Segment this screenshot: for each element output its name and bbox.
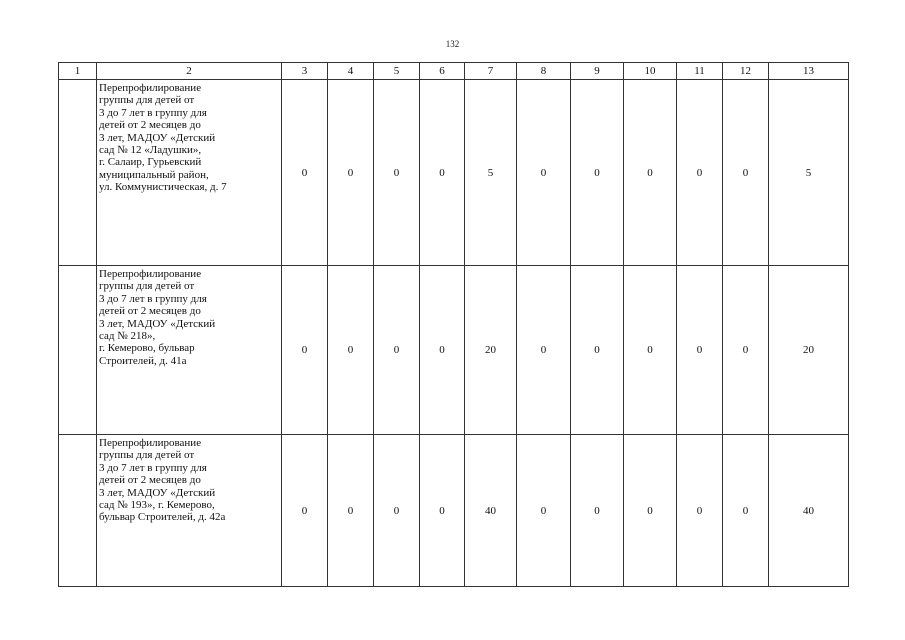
value-cell-col8: 0 <box>517 266 571 435</box>
description-line: 3 лет, МАДОУ «Детский <box>99 131 216 144</box>
value-cell-col5: 0 <box>374 80 420 266</box>
value-cell-col6: 0 <box>420 266 465 435</box>
column-header-9: 9 <box>571 63 624 80</box>
value-cell-col5: 0 <box>374 435 420 587</box>
table-row <box>59 266 849 435</box>
column-header-12: 12 <box>723 63 769 80</box>
description-line: Перепрофилирование <box>99 82 202 94</box>
value-cell-col7: 40 <box>465 435 517 587</box>
value-cell-col4: 0 <box>328 266 374 435</box>
value-cell-col12: 0 <box>723 80 769 266</box>
value-cell-col11: 0 <box>677 435 723 587</box>
value-cell-col12: 0 <box>723 435 769 587</box>
value-cell-col4: 0 <box>328 80 374 266</box>
value-cell-col9: 0 <box>571 80 624 266</box>
column-header-10: 10 <box>624 63 677 80</box>
description-line: бульвар Строителей, д. 42а <box>99 511 226 524</box>
column-header-7: 7 <box>465 63 517 80</box>
value-cell-col8: 0 <box>517 435 571 587</box>
description-line: сад № 218», <box>99 330 156 343</box>
value-cell-col13: 5 <box>769 80 849 266</box>
description-line: детей от 2 месяцев до <box>99 305 201 318</box>
value-cell-col4: 0 <box>328 435 374 587</box>
value-cell-col3: 0 <box>282 435 328 587</box>
value-cell-col10: 0 <box>624 266 677 435</box>
description-line: муниципальный район, <box>99 168 209 181</box>
header-row <box>59 63 849 80</box>
column-header-8: 8 <box>517 63 571 80</box>
description-line: Перепрофилирование <box>99 437 202 449</box>
row-index-cell <box>59 80 97 266</box>
value-cell-col10: 0 <box>624 435 677 587</box>
column-header-13: 13 <box>769 63 849 80</box>
description-cell <box>97 266 282 435</box>
row-index-cell <box>59 266 97 435</box>
value-cell-col3: 0 <box>282 80 328 266</box>
description-line: сад № 193», г. Кемерово, <box>99 499 215 512</box>
value-cell-col8: 0 <box>517 80 571 266</box>
value-cell-col6: 0 <box>420 435 465 587</box>
value-cell-col11: 0 <box>677 80 723 266</box>
description-line: детей от 2 месяцев до <box>99 474 201 487</box>
description-line: группы для детей от <box>99 280 195 293</box>
description-cell <box>97 80 282 266</box>
data-table <box>58 62 849 587</box>
description-line: детей от 2 месяцев до <box>99 119 201 132</box>
value-cell-col12: 0 <box>723 266 769 435</box>
column-header-11: 11 <box>677 63 723 80</box>
value-cell-col13: 20 <box>769 266 849 435</box>
value-cell-col13: 40 <box>769 435 849 587</box>
value-cell-col7: 5 <box>465 80 517 266</box>
description-line: ул. Коммунистическая, д. 7 <box>99 181 227 194</box>
description-line: 3 лет, МАДОУ «Детский <box>99 317 216 330</box>
page-number: 132 <box>445 39 460 49</box>
column-header-3: 3 <box>282 63 328 80</box>
table-row <box>59 80 849 266</box>
description-line: 3 до 7 лет в группу для <box>99 292 207 305</box>
value-cell-col3: 0 <box>282 266 328 435</box>
value-cell-col9: 0 <box>571 435 624 587</box>
column-header-4: 4 <box>328 63 374 80</box>
description-cell <box>97 435 282 587</box>
column-header-2: 2 <box>97 63 282 80</box>
description-line: группы для детей от <box>99 449 195 462</box>
column-header-5: 5 <box>374 63 420 80</box>
description-line: сад № 12 «Ладушки», <box>99 144 202 157</box>
value-cell-col5: 0 <box>374 266 420 435</box>
table-row <box>59 435 849 587</box>
description-line: г. Кемерово, бульвар <box>99 342 195 355</box>
value-cell-col10: 0 <box>624 80 677 266</box>
description-line: группы для детей от <box>99 94 195 107</box>
description-line: Строителей, д. 41а <box>99 354 187 367</box>
value-cell-col9: 0 <box>571 266 624 435</box>
description-line: 3 до 7 лет в группу для <box>99 461 207 474</box>
description-line: 3 до 7 лет в группу для <box>99 106 207 119</box>
row-index-cell <box>59 435 97 587</box>
column-header-6: 6 <box>420 63 465 80</box>
value-cell-col7: 20 <box>465 266 517 435</box>
value-cell-col11: 0 <box>677 266 723 435</box>
column-header-1: 1 <box>59 63 97 80</box>
value-cell-col6: 0 <box>420 80 465 266</box>
description-line: г. Салаир, Гурьевский <box>99 156 202 169</box>
description-line: 3 лет, МАДОУ «Детский <box>99 486 216 499</box>
description-line: Перепрофилирование <box>99 268 202 280</box>
